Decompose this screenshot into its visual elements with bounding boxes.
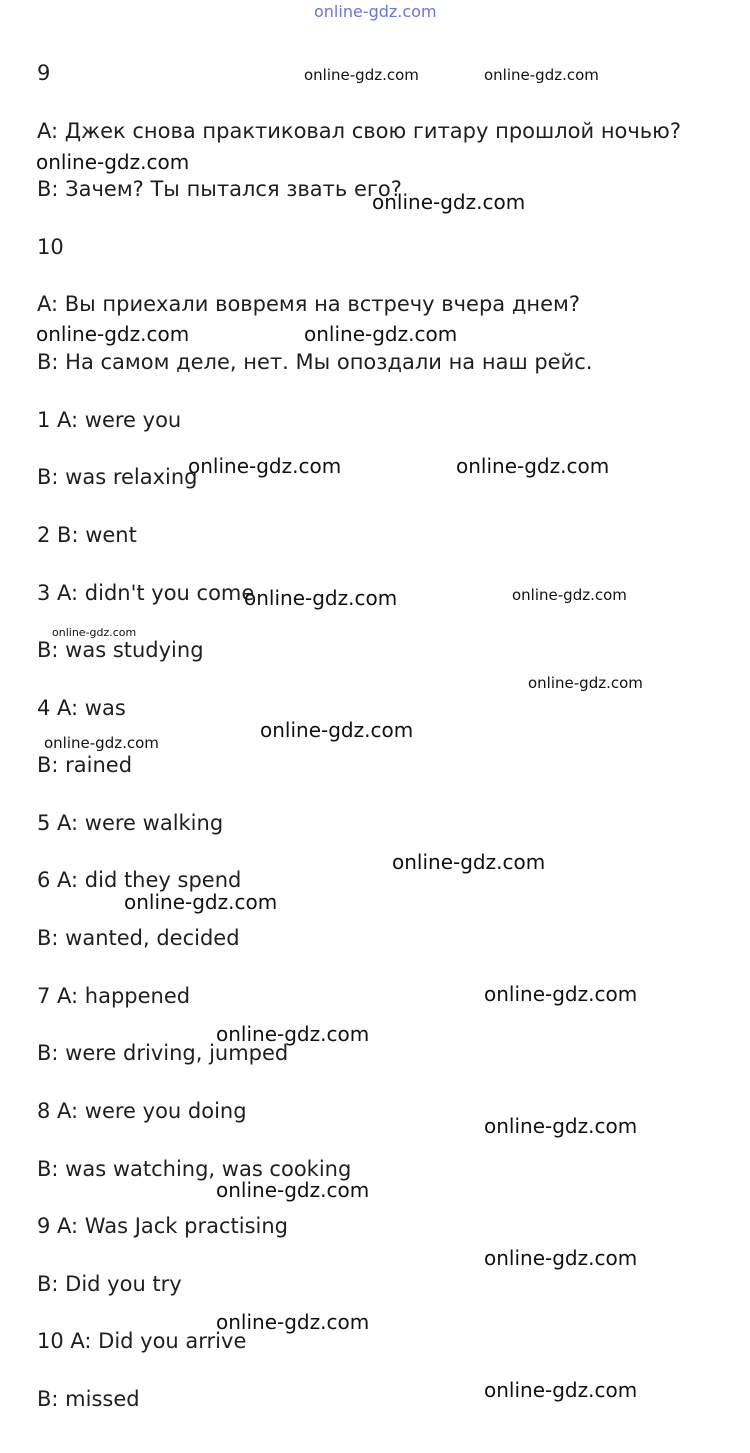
watermark: online-gdz.com (244, 586, 398, 610)
watermark: online-gdz.com (528, 674, 643, 692)
watermark: online-gdz.com (36, 150, 190, 174)
answer-line: B: was relaxing (37, 465, 198, 489)
watermark: online-gdz.com (512, 586, 627, 604)
watermark: online-gdz.com (456, 454, 610, 478)
answer-line: B: was studying (37, 638, 204, 662)
watermark: online-gdz.com (188, 454, 342, 478)
dialogue-line: A: Джек снова практиковал свою гитару прошлой ночью? (37, 119, 682, 143)
watermark: online-gdz.com (304, 322, 458, 346)
answer-line: 4 A: was (37, 696, 126, 720)
answer-line: B: wanted, decided (37, 926, 240, 950)
answer-line: 5 A: were walking (37, 811, 224, 835)
watermark: online-gdz.com (216, 1178, 370, 1202)
watermark: online-gdz.com (216, 1310, 370, 1334)
dialogue-line: B: Зачем? Ты пытался звать его? (37, 177, 402, 201)
watermark: online-gdz.com (52, 626, 137, 639)
watermark: online-gdz.com (260, 718, 414, 742)
watermark: online-gdz.com (484, 1246, 638, 1270)
answer-line: 2 B: went (37, 523, 137, 547)
answer-line: B: Did you try (37, 1272, 182, 1296)
answer-line: B: rained (37, 753, 133, 777)
watermark: online-gdz.com (44, 734, 159, 752)
answer-line: 3 A: didn't you come (37, 581, 255, 605)
watermark: online-gdz.com (36, 322, 190, 346)
watermark: online-gdz.com (304, 66, 419, 84)
watermark: online-gdz.com (372, 190, 526, 214)
section-number-9: 9 (37, 61, 51, 85)
answer-line: 10 A: Did you arrive (37, 1329, 247, 1353)
section-number-10: 10 (37, 235, 64, 259)
answer-line: B: were driving, jumped (37, 1041, 289, 1065)
answer-line: 8 A: were you doing (37, 1099, 247, 1123)
watermark: online-gdz.com (392, 850, 546, 874)
answer-line: 9 A: Was Jack practising (37, 1214, 288, 1238)
watermark: online-gdz.com (484, 1114, 638, 1138)
watermark: online-gdz.com (484, 1378, 638, 1402)
dialogue-line: A: Вы приехали вовремя на встречу вчера днем? (37, 292, 581, 316)
header-watermark: online-gdz.com (314, 2, 437, 21)
dialogue-line: B: На самом деле, нет. Мы опоздали на наш рейс. (37, 350, 593, 374)
answer-line: 6 A: did they spend (37, 868, 242, 892)
watermark: online-gdz.com (484, 982, 638, 1006)
watermark: online-gdz.com (484, 66, 599, 84)
watermark: online-gdz.com (216, 1022, 370, 1046)
answer-line: B: was watching, was cooking (37, 1157, 352, 1181)
watermark: online-gdz.com (124, 890, 278, 914)
answer-line: 1 A: were you (37, 408, 182, 432)
answer-line: 7 A: happened (37, 984, 191, 1008)
answer-line: B: missed (37, 1387, 140, 1411)
